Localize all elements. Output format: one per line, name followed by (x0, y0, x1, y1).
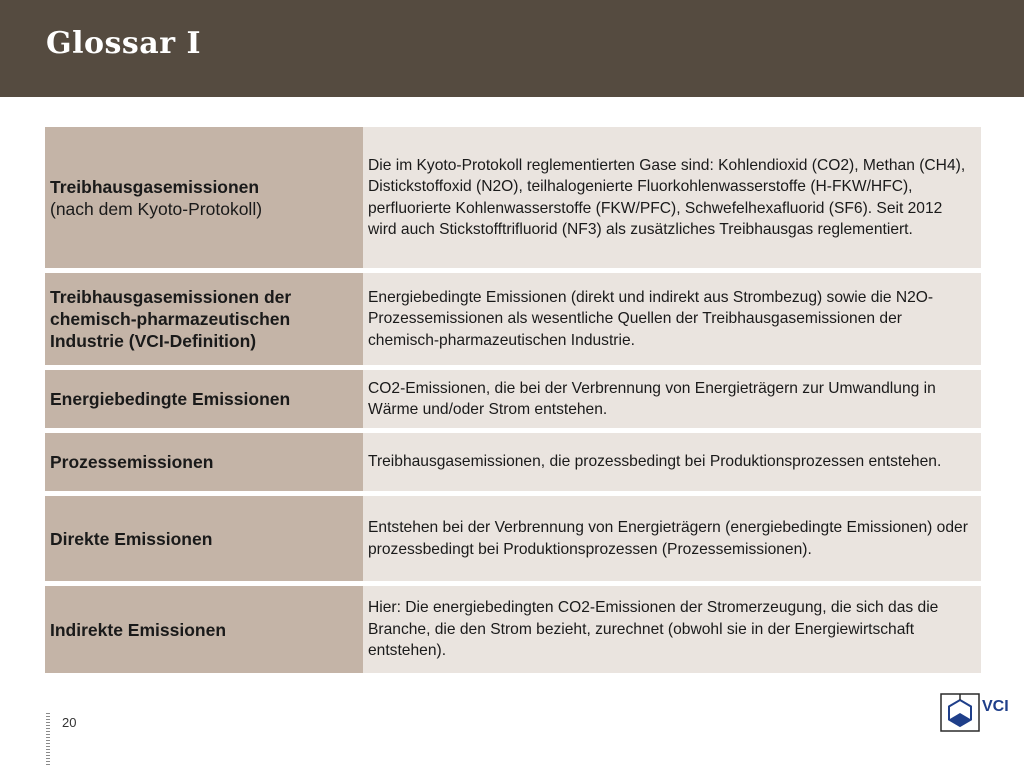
glossary-term: Treibhausgasemissionen (50, 176, 260, 197)
glossary-definition: Die im Kyoto-Protokoll reglementierten Gase sind: Kohlendioxid (CO2), Methan (CH4), Distickstoffoxid (N2O), teilhalogenierte Fluorkohlenwasserstoffe (H-FKW/HFC), perfluorierte Kohlenwasserstoffe (FKW/PFC), Schwefelhexafluorid (SF6). Seit 2012 wird auch Stickstofftrifluorid (NF3) als zusätzliches Treibhausgas reglementiert. (368, 156, 966, 238)
glossary-term-cell (45, 273, 363, 365)
glossary-definition: CO2-Emissionen, die bei der Verbrennung von Energieträgern zur Umwandlung in Wärme und/oder Strom entstehen. (368, 379, 936, 418)
glossary-row (45, 586, 981, 673)
glossary-row (45, 370, 981, 428)
glossary-term-note: (nach dem Kyoto-Protokoll) (50, 198, 263, 219)
vci-logo-hexagon-icon (941, 694, 979, 731)
glossary-table (45, 127, 981, 678)
glossary-definition: Energiebedingte Emissionen (direkt und indirekt aus Strombezug) sowie die N2O-Prozessemissionen als wesentliche Quellen der Treibhausgasemissionen der chemisch-pharmazeutischen Industrie. (368, 288, 934, 349)
glossary-term: Indirekte Emissionen (50, 619, 227, 640)
glossary-term: Energiebedingte Emissionen (50, 389, 291, 409)
glossary-definition-cell (363, 433, 981, 491)
page-marker-lines (46, 713, 50, 765)
glossary-term-cell (45, 127, 363, 268)
glossary-row (45, 273, 981, 365)
glossary-definition: Treibhausgasemissionen, die prozessbedingt bei Produktionsprozessen entstehen. (368, 453, 942, 471)
glossary-term: Direkte Emissionen (50, 528, 213, 549)
glossary-term-cell (45, 433, 363, 491)
vci-logo-text: VCI (982, 698, 1009, 715)
glossary-definition: Entstehen bei der Verbrennung von Energieträgern (energiebedingte Emissionen) oder prozessbedingt bei Produktionsprozessen (Prozessemissionen). (368, 519, 968, 558)
title-bar (0, 0, 1024, 97)
glossary-term-cell (45, 370, 363, 428)
glossary-term-cell (45, 586, 363, 673)
page-number: 20 (62, 715, 77, 730)
glossary-definition-cell (363, 127, 981, 268)
glossary-definition-cell (363, 370, 981, 428)
glossary-row (45, 496, 981, 581)
glossary-definition-cell (363, 586, 981, 673)
glossary-term-cell (45, 496, 363, 581)
glossary-term: Prozessemissionen (50, 452, 214, 472)
glossary-definition: Hier: Die energiebedingten CO2-Emissionen der Stromerzeugung, die sich das die Branche, die den Strom bezieht, zurechnet (obwohl sie in der Energiewirtschaft entstehen). (368, 599, 939, 660)
glossary-row (45, 127, 981, 268)
glossary-term: Treibhausgasemissionen der chemisch-pharmazeutischen Industrie (VCI-Definition) (50, 287, 292, 351)
glossary-definition-cell (363, 273, 981, 365)
glossary-definition-cell (363, 496, 981, 581)
page-title: Glossar I (46, 26, 202, 61)
vci-logo (940, 691, 1010, 733)
glossary-row (45, 433, 981, 491)
